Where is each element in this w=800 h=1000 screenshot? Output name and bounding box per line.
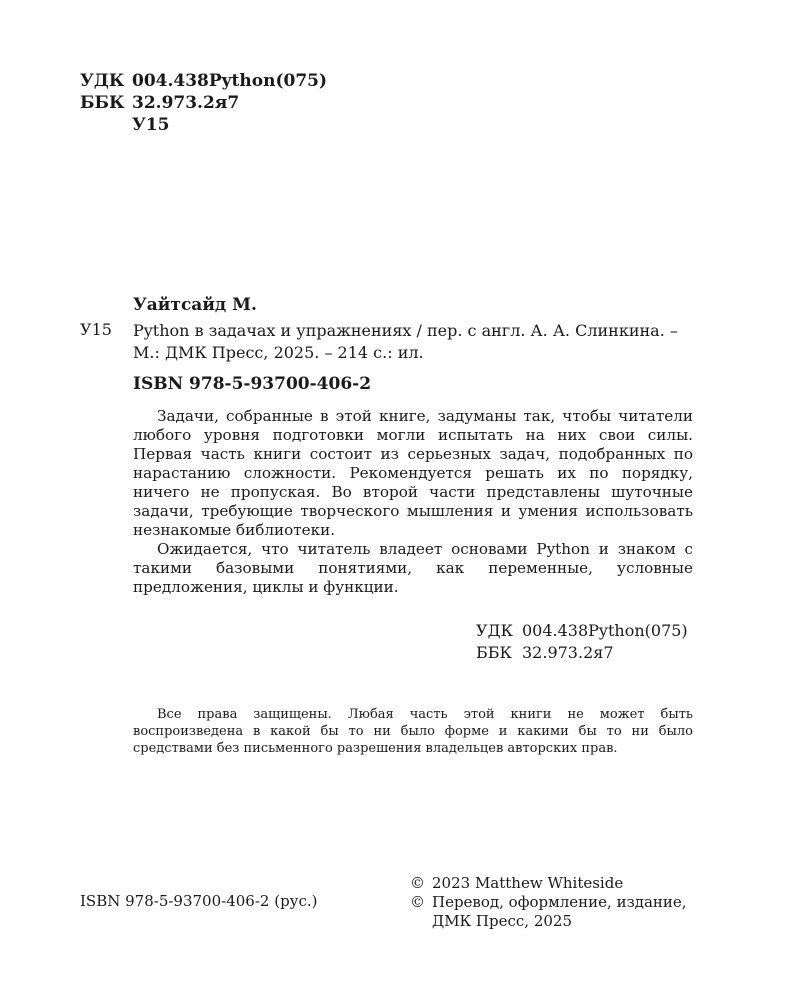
cutter-mark: У15 bbox=[80, 320, 112, 339]
udk-row bbox=[476, 620, 688, 642]
udk-value: 004.438Python(075) bbox=[132, 71, 328, 91]
udk-value: 004.438Python(075) bbox=[522, 621, 688, 640]
bbk-label: ББК bbox=[80, 93, 125, 113]
bbk-row bbox=[80, 92, 327, 114]
bbk-label: ББК bbox=[476, 643, 512, 662]
annotation-paragraph: Ожидается, что читатель владеет основами Python и знаком с такими базовыми понятиями, как переменные, условные предложения, циклы и функции. bbox=[133, 540, 693, 596]
annotation bbox=[133, 407, 693, 597]
classification-block-bottom bbox=[476, 620, 688, 664]
rights-text: Все права защищены. Любая часть этой книги не может быть воспроизведена в какой бы то ни было форме и какими бы то ни было средствами без письменного разрешения владельцев авторских прав. bbox=[133, 707, 693, 756]
isbn: ISBN 978-5-93700-406-2 bbox=[133, 374, 372, 394]
cutter-code: У15 bbox=[132, 115, 170, 135]
copyright-icon: © bbox=[410, 893, 425, 911]
copyright-line bbox=[410, 893, 702, 931]
cutter-row bbox=[80, 114, 327, 136]
bbk-value: 32.973.2я7 bbox=[522, 643, 614, 662]
udk-label: УДК bbox=[80, 71, 125, 91]
bibliographic-description: Python в задачах и упражнениях / пер. с англ. А. А. Слинкина. – М.: ДМК Пресс, 2025. – 214 с.: ил. bbox=[133, 321, 678, 362]
bbk-row bbox=[476, 642, 688, 664]
isbn-russian: ISBN 978-5-93700-406-2 (рус.) bbox=[80, 892, 318, 910]
copyright-line bbox=[410, 874, 702, 893]
bbk-value: 32.973.2я7 bbox=[132, 93, 240, 113]
annotation-paragraph: Задачи, собранные в этой книге, задуманы так, чтобы читатели любого уровня подготовки могли испытать на них свои силы. Первая часть книги состоит из серьезных задач, подобранных по нарастанию сложности. Рекомендуется решать их по порядку, ничего не пропуская. Во второй части представлены шуточные задачи, требующие творческого мышления и умения использовать незнакомые библиотеки. bbox=[133, 407, 693, 539]
classification-block bbox=[80, 70, 327, 136]
copyright-block bbox=[410, 874, 702, 931]
rights-notice bbox=[133, 706, 693, 757]
author-name: Уайтсайд М. bbox=[133, 295, 257, 315]
copyright-original: 2023 Matthew Whiteside bbox=[432, 874, 624, 892]
copyright-translation: Перевод, оформление, издание, ДМК Пресс, 2025 bbox=[432, 893, 687, 930]
udk-row bbox=[80, 70, 327, 92]
copyright-icon: © bbox=[410, 874, 425, 892]
udk-label: УДК bbox=[476, 621, 513, 640]
